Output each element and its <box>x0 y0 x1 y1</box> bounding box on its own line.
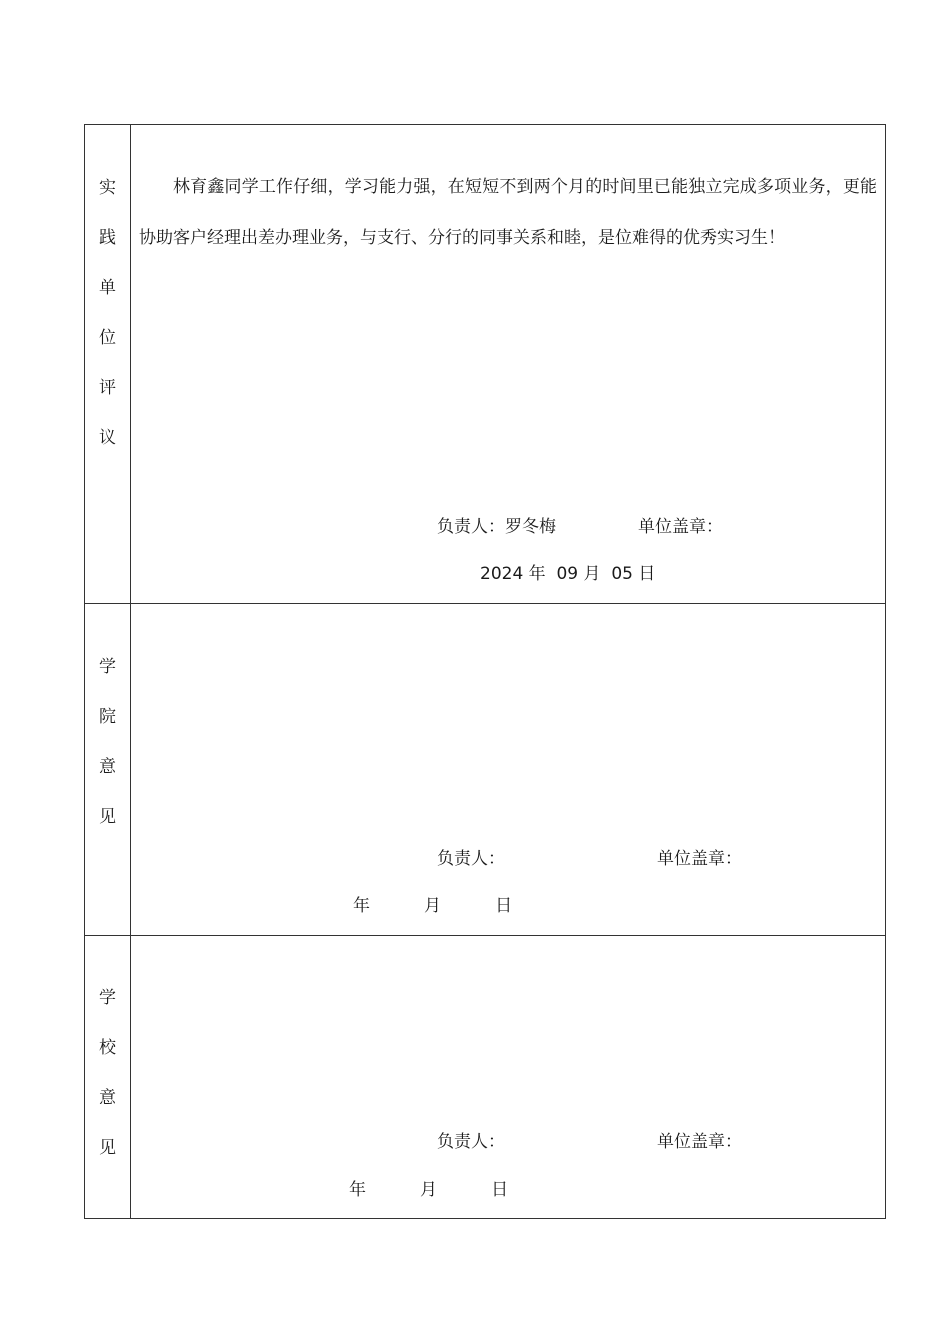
opinion-date: 年 月 日 <box>353 896 513 916</box>
unit-stamp-label: 单位盖章： <box>638 517 723 537</box>
label-char: 践 <box>99 228 116 248</box>
responsible-person: 负责人： <box>437 849 505 869</box>
label-char: 意 <box>99 757 116 777</box>
unit-stamp-label: 单位盖章： <box>657 1132 742 1152</box>
label-char: 议 <box>99 428 116 448</box>
opinion-date: 年 月 日 <box>349 1180 509 1200</box>
label-char: 见 <box>99 1138 116 1158</box>
school-opinion-label <box>85 936 131 1218</box>
label-char: 意 <box>99 1088 116 1108</box>
college-opinion-section <box>84 603 886 936</box>
label-char: 学 <box>99 988 116 1008</box>
evaluation-comment: 林育鑫同学工作仔细，学习能力强，在短短不到两个月的时间里已能独立完成多项业务，更能协助客户经理出差办理业务，与支行、分行的同事关系和睦，是位难得的优秀实习生！ <box>139 177 877 248</box>
label-char: 见 <box>99 807 116 827</box>
label-char: 评 <box>99 378 116 398</box>
label-char: 学 <box>99 657 116 677</box>
label-char: 实 <box>99 178 116 198</box>
school-opinion-content <box>131 936 885 1218</box>
practice-unit-label <box>85 125 131 603</box>
label-char: 院 <box>99 707 116 727</box>
responsible-person: 负责人： <box>437 1132 505 1152</box>
label-char: 校 <box>99 1038 116 1058</box>
evaluation-date: 2024 年 09 月 05 日 <box>480 564 656 584</box>
responsible-person: 负责人：罗冬梅 <box>437 517 556 537</box>
practice-unit-section <box>84 124 886 604</box>
evaluation-form <box>84 124 888 1219</box>
label-char: 位 <box>99 328 116 348</box>
practice-unit-content <box>131 125 885 603</box>
college-opinion-label <box>85 604 131 935</box>
unit-stamp-label: 单位盖章： <box>657 849 742 869</box>
college-opinion-content <box>131 604 885 935</box>
label-char: 单 <box>99 278 116 298</box>
school-opinion-section <box>84 935 886 1219</box>
